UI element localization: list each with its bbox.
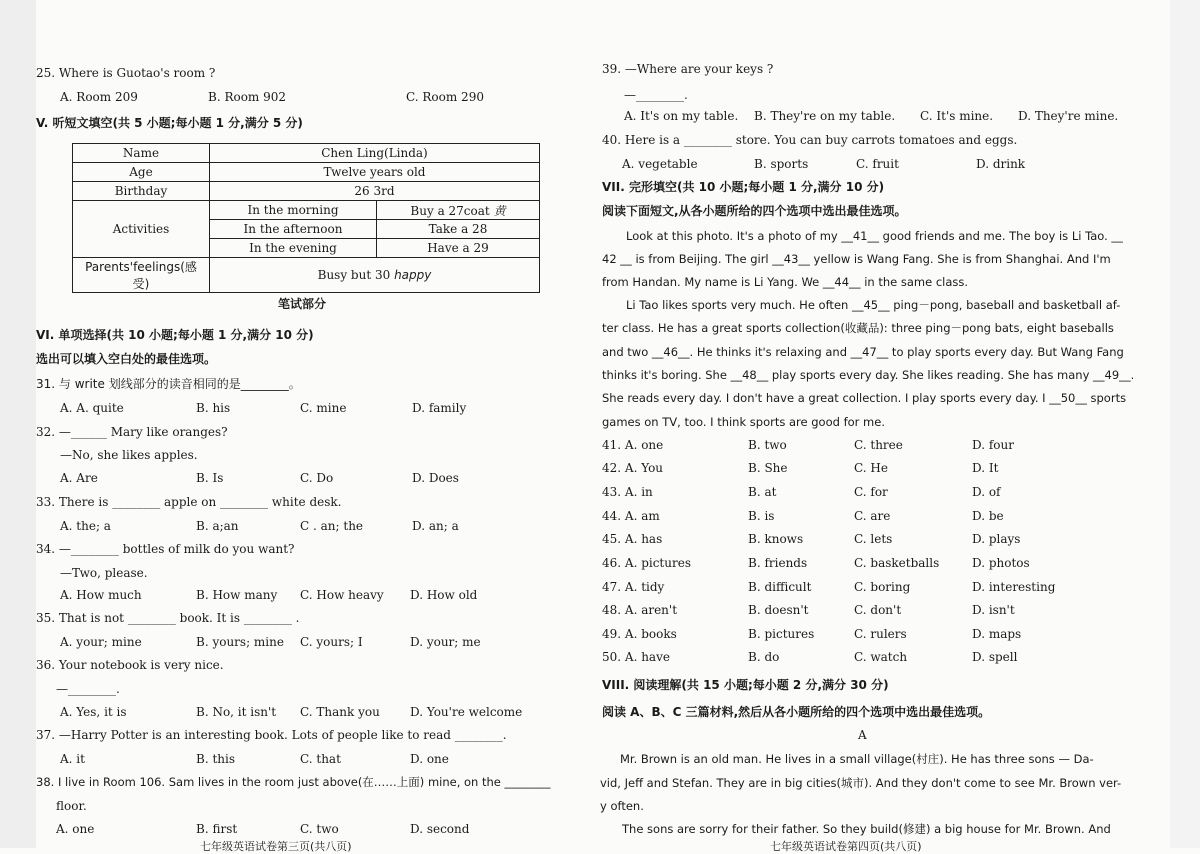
q39-stem2: —________. bbox=[624, 88, 688, 102]
cloze-line: and two __46__. He thinks it's relaxing and __47__ to play sports every day. But Wang Fang bbox=[602, 345, 1124, 359]
opt-b: B. doesn't bbox=[748, 603, 809, 617]
cloze-line: ter class. He has a great sports collection(收藏品): three ping－pong bats, eight baseballs bbox=[602, 321, 1114, 335]
q39-d: D. They're mine. bbox=[1018, 109, 1119, 123]
scan-edge-left bbox=[0, 0, 36, 848]
q34-d: D. How old bbox=[410, 588, 478, 602]
q36-stem2: —________. bbox=[56, 682, 120, 696]
opt-d: D. of bbox=[972, 485, 1001, 499]
opt-d: D. photos bbox=[972, 556, 1030, 570]
birthday-value: 26 3rd bbox=[210, 182, 540, 201]
opt-a: 46. A. pictures bbox=[602, 556, 691, 570]
cloze-line: games on TV, too. I think sports are good for me. bbox=[602, 415, 885, 429]
q36-stem: 36. Your notebook is very nice. bbox=[36, 658, 224, 672]
opt-c: C. rulers bbox=[854, 627, 907, 641]
cloze-line: Look at this photo. It's a photo of my __41__ good friends and me. The boy is Li Tao. __ bbox=[626, 229, 1123, 243]
q33-a: A. the; a bbox=[60, 519, 111, 533]
evening-value: Have a 29 bbox=[377, 239, 540, 258]
q40-stem: 40. Here is a ________ store. You can buy carrots tomatoes and eggs. bbox=[602, 133, 1018, 147]
q33-d: D. an; a bbox=[412, 519, 459, 533]
cloze-line: She reads every day. I don't have a great collection. I play sports every day. I __50__ sports bbox=[602, 391, 1127, 405]
q31-b: B. his bbox=[196, 401, 231, 415]
scan-edge-right bbox=[1170, 0, 1200, 848]
age-label: Age bbox=[73, 163, 210, 182]
q37-d: D. one bbox=[410, 752, 449, 766]
q25-option-b: B. Room 902 bbox=[208, 90, 287, 104]
q38-c: C. two bbox=[300, 822, 339, 836]
q34-c: C. How heavy bbox=[300, 588, 384, 602]
q38-stem: 38. I live in Room 106. Sam lives in the room just above(在……上面) mine, on the ________ bbox=[36, 775, 551, 789]
cloze-line: thinks it's boring. She __48__ play sports every day. She likes reading. She has many __49__. bbox=[602, 368, 1135, 382]
q37-b: B. this bbox=[196, 752, 235, 766]
q35-b: B. yours; mine bbox=[196, 635, 284, 649]
q25-option-c: C. Room 290 bbox=[406, 90, 484, 104]
opt-c: C. basketballs bbox=[854, 556, 940, 570]
q25-option-a: A. Room 209 bbox=[60, 90, 138, 104]
opt-a: 43. A. in bbox=[602, 485, 653, 499]
evening-label: In the evening bbox=[210, 239, 377, 258]
opt-b: B. pictures bbox=[748, 627, 815, 641]
morning-value bbox=[377, 201, 540, 220]
section-6-instruction: 选出可以填入空白处的最佳选项。 bbox=[36, 352, 217, 366]
q40-c: C. fruit bbox=[856, 157, 899, 171]
q32-d: D. Does bbox=[412, 471, 459, 485]
opt-c: C. for bbox=[854, 485, 888, 499]
q37-a: A. it bbox=[60, 752, 85, 766]
feelings-label: Parents'feelings(感受) bbox=[73, 258, 210, 293]
q33-b: B. a;an bbox=[196, 519, 239, 533]
opt-c: C. boring bbox=[854, 580, 911, 594]
q31-c: C. mine bbox=[300, 401, 347, 415]
cloze-line: 42 __ is from Beijing. The girl __43__ yellow is Wang Fang. She is from Shanghai. And I'm bbox=[602, 252, 1111, 266]
q32-stem2: —No, she likes apples. bbox=[60, 448, 198, 462]
opt-a: 48. A. aren't bbox=[602, 603, 678, 617]
opt-a: 47. A. tidy bbox=[602, 580, 665, 594]
q33-stem: 33. There is ________ apple on ________ white desk. bbox=[36, 495, 342, 509]
q25-stem: 25. Where is Guotao's room ? bbox=[36, 66, 216, 80]
opt-b: B. do bbox=[748, 650, 780, 664]
cloze-line: from Handan. My name is Li Yang. We __44__ in the same class. bbox=[602, 275, 969, 289]
opt-b: B. knows bbox=[748, 532, 804, 546]
opt-d: D. four bbox=[972, 438, 1014, 452]
opt-a: 42. A. You bbox=[602, 461, 664, 475]
q34-stem2: —Two, please. bbox=[60, 566, 148, 580]
opt-b: B. difficult bbox=[748, 580, 812, 594]
opt-c: C. don't bbox=[854, 603, 902, 617]
section-6-heading: VI. 单项选择(共 10 小题;每小题 1 分,满分 10 分) bbox=[36, 328, 314, 342]
q36-c: C. Thank you bbox=[300, 705, 380, 719]
q31-stem: 31. 与 write 划线部分的读音相同的是________。 bbox=[36, 377, 301, 391]
q35-d: D. your; me bbox=[410, 635, 481, 649]
opt-b: B. at bbox=[748, 485, 777, 499]
feelings-value bbox=[210, 258, 540, 293]
opt-c: C. watch bbox=[854, 650, 908, 664]
q33-c: C . an; the bbox=[300, 519, 364, 533]
opt-d: D. It bbox=[972, 461, 999, 475]
q39-c: C. It's mine. bbox=[920, 109, 994, 123]
morning-value-text: Buy a 27coat bbox=[410, 203, 490, 218]
section-7-heading: VII. 完形填空(共 10 小题;每小题 1 分,满分 10 分) bbox=[602, 180, 885, 194]
reading-a-line: Mr. Brown is an old man. He lives in a small village(村庄). He has three sons — Da- bbox=[620, 752, 1094, 766]
opt-b: B. friends bbox=[748, 556, 808, 570]
listening-table bbox=[72, 143, 540, 293]
part-a-label: A bbox=[858, 728, 867, 742]
opt-b: B. is bbox=[748, 509, 775, 523]
reading-a-line: vid, Jeff and Stefan. They are in big cities(城市). And they don't come to see Mr. Brown ver- bbox=[600, 776, 1122, 790]
opt-c: C. three bbox=[854, 438, 903, 452]
q36-b: B. No, it isn't bbox=[196, 705, 277, 719]
q31-d: D. family bbox=[412, 401, 467, 415]
opt-d: D. isn't bbox=[972, 603, 1015, 617]
opt-a: 49. A. books bbox=[602, 627, 677, 641]
q32-a: A. Are bbox=[60, 471, 98, 485]
handwritten-answer: happy bbox=[394, 268, 432, 282]
written-part-heading: 笔试部分 bbox=[278, 297, 327, 311]
q34-b: B. How many bbox=[196, 588, 278, 602]
birthday-label: Birthday bbox=[73, 182, 210, 201]
opt-a: 44. A. am bbox=[602, 509, 660, 523]
q38-d: D. second bbox=[410, 822, 470, 836]
opt-c: C. are bbox=[854, 509, 891, 523]
opt-d: D. interesting bbox=[972, 580, 1056, 594]
opt-c: C. lets bbox=[854, 532, 893, 546]
q38-stem2: floor. bbox=[56, 799, 87, 813]
section-5-heading: V. 听短文填空(共 5 小题;每小题 1 分,满分 5 分) bbox=[36, 116, 303, 130]
opt-b: B. two bbox=[748, 438, 787, 452]
q39-stem: 39. —Where are your keys ? bbox=[602, 62, 774, 76]
afternoon-value: Take a 28 bbox=[377, 220, 540, 239]
opt-c: C. He bbox=[854, 461, 888, 475]
opt-d: D. spell bbox=[972, 650, 1018, 664]
q37-c: C. that bbox=[300, 752, 341, 766]
activities-label: Activities bbox=[73, 201, 210, 258]
q34-a: A. How much bbox=[60, 588, 142, 602]
opt-d: D. maps bbox=[972, 627, 1022, 641]
opt-b: B. She bbox=[748, 461, 788, 475]
q34-stem: 34. —________ bottles of milk do you want? bbox=[36, 542, 295, 556]
morning-label: In the morning bbox=[210, 201, 377, 220]
name-value: Chen Ling(Linda) bbox=[210, 144, 540, 163]
q35-stem: 35. That is not ________ book. It is ________ . bbox=[36, 611, 300, 625]
section-8-heading: VIII. 阅读理解(共 15 小题;每小题 2 分,满分 30 分) bbox=[602, 678, 889, 692]
right-page-footer: 七年级英语试卷第四页(共八页) bbox=[770, 840, 922, 853]
q31-a: A. A. quite bbox=[60, 401, 124, 415]
q36-a: A. Yes, it is bbox=[60, 705, 127, 719]
opt-d: D. be bbox=[972, 509, 1004, 523]
reading-a-line: y often. bbox=[600, 799, 644, 813]
section-7-instruction: 阅读下面短文,从各小题所给的四个选项中选出最佳选项。 bbox=[602, 204, 907, 218]
q38-b: B. first bbox=[196, 822, 238, 836]
q32-c: C. Do bbox=[300, 471, 334, 485]
q39-a: A. It's on my table. bbox=[624, 109, 739, 123]
reading-a-line: The sons are sorry for their father. So they build(修建) a big house for Mr. Brown. And bbox=[622, 822, 1111, 836]
q40-b: B. sports bbox=[754, 157, 809, 171]
left-page-footer: 七年级英语试卷第三页(共八页) bbox=[200, 840, 352, 853]
q35-c: C. yours; I bbox=[300, 635, 363, 649]
afternoon-label: In the afternoon bbox=[210, 220, 377, 239]
cloze-line: Li Tao likes sports very much. He often __45__ ping－pong, baseball and basketball af- bbox=[626, 298, 1121, 312]
opt-a: 50. A. have bbox=[602, 650, 670, 664]
q32-stem: 32. —______ Mary like oranges? bbox=[36, 425, 228, 439]
opt-d: D. plays bbox=[972, 532, 1021, 546]
q39-b: B. They're on my table. bbox=[754, 109, 896, 123]
q36-d: D. You're welcome bbox=[410, 705, 523, 719]
q37-stem: 37. —Harry Potter is an interesting book. Lots of people like to read ________. bbox=[36, 728, 507, 742]
age-value: Twelve years old bbox=[210, 163, 540, 182]
handwritten-mark: 黄 bbox=[493, 203, 506, 218]
q38-a: A. one bbox=[56, 822, 95, 836]
section-8-instruction: 阅读 A、B、C 三篇材料,然后从各小题所给的四个选项中选出最佳选项。 bbox=[602, 705, 991, 719]
feelings-value-text: Busy but 30 bbox=[317, 268, 391, 282]
q40-a: A. vegetable bbox=[622, 157, 698, 171]
q32-b: B. Is bbox=[196, 471, 224, 485]
name-label: Name bbox=[73, 144, 210, 163]
q40-d: D. drink bbox=[976, 157, 1026, 171]
opt-a: 41. A. one bbox=[602, 438, 664, 452]
opt-a: 45. A. has bbox=[602, 532, 663, 546]
q35-a: A. your; mine bbox=[60, 635, 142, 649]
